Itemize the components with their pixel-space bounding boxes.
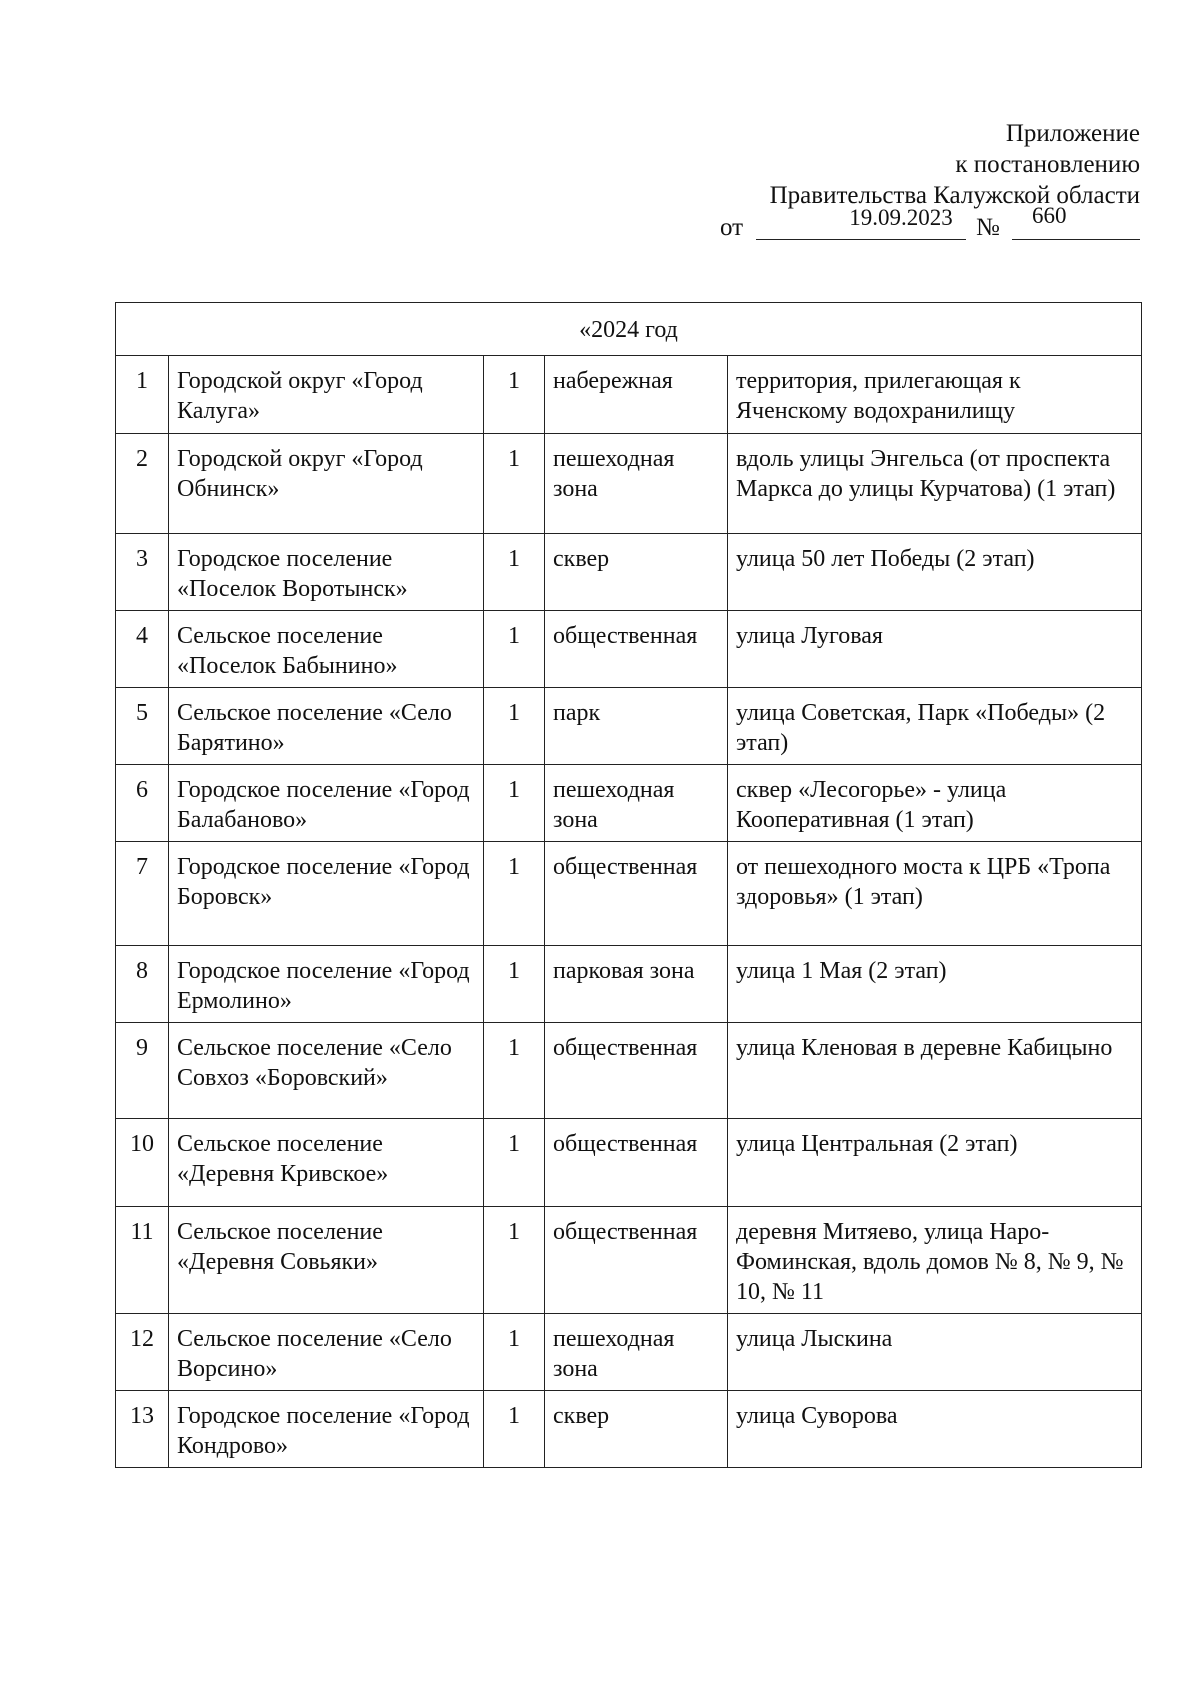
row-count: 1	[484, 842, 545, 946]
date-label: от	[720, 214, 744, 241]
row-address: улица Луговая	[728, 611, 1142, 688]
row-number: 4	[116, 611, 169, 688]
row-address: улица Центральная (2 этап)	[728, 1119, 1142, 1207]
territories-table	[115, 302, 1142, 1468]
row-count: 1	[484, 946, 545, 1023]
appendix-subtitle: к постановлению	[955, 151, 1140, 178]
row-territory-type: общественная	[545, 611, 728, 688]
row-municipality: Городской округ «Город Калуга»	[169, 356, 484, 434]
table-row	[116, 765, 1142, 842]
table-row	[116, 534, 1142, 611]
row-municipality: Городской округ «Город Обнинск»	[169, 434, 484, 534]
row-municipality: Городское поселение «Город Боровск»	[169, 842, 484, 946]
row-territory-type: набережная	[545, 356, 728, 434]
row-municipality: Сельское поселение «Деревня Кривское»	[169, 1119, 484, 1207]
row-number: 6	[116, 765, 169, 842]
row-number: 13	[116, 1391, 169, 1468]
table-row	[116, 1314, 1142, 1391]
row-number: 9	[116, 1023, 169, 1119]
row-address: улица 50 лет Победы (2 этап)	[728, 534, 1142, 611]
row-count: 1	[484, 1314, 545, 1391]
row-number: 11	[116, 1207, 169, 1314]
row-count: 1	[484, 765, 545, 842]
row-municipality: Городское поселение «Город Ермолино»	[169, 946, 484, 1023]
row-territory-type: сквер	[545, 1391, 728, 1468]
table-row	[116, 946, 1142, 1023]
row-count: 1	[484, 434, 545, 534]
row-number: 10	[116, 1119, 169, 1207]
row-address: территория, прилегающая к Яченскому водохранилищу	[728, 356, 1142, 434]
row-number: 3	[116, 534, 169, 611]
appendix-header	[620, 118, 1140, 211]
date-field	[756, 205, 966, 240]
year-heading: «2024 год	[116, 303, 1142, 356]
resolution-number: 660	[1032, 203, 1067, 228]
row-municipality: Сельское поселение «Село Совхоз «Боровский»	[169, 1023, 484, 1119]
table-row	[116, 1207, 1142, 1314]
year-heading-row	[116, 303, 1142, 356]
row-municipality: Сельское поселение «Поселок Бабынино»	[169, 611, 484, 688]
table-row	[116, 1023, 1142, 1119]
row-municipality: Городское поселение «Поселок Воротынск»	[169, 534, 484, 611]
number-label: №	[976, 214, 1000, 241]
row-address: сквер «Лесогорье» - улица Кооперативная (1 этап)	[728, 765, 1142, 842]
row-territory-type: пешеходная зона	[545, 765, 728, 842]
resolution-date-number	[720, 203, 1140, 244]
row-count: 1	[484, 534, 545, 611]
row-municipality: Городское поселение «Город Балабаново»	[169, 765, 484, 842]
row-address: деревня Митяево, улица Наро-Фоминская, вдоль домов № 8, № 9, № 10, № 11	[728, 1207, 1142, 1314]
table-row	[116, 356, 1142, 434]
row-address: улица Лыскина	[728, 1314, 1142, 1391]
row-count: 1	[484, 1023, 545, 1119]
row-count: 1	[484, 1119, 545, 1207]
row-territory-type: пешеходная зона	[545, 434, 728, 534]
row-territory-type: общественная	[545, 1023, 728, 1119]
appendix-issuer: Правительства Калужской области	[769, 182, 1140, 209]
row-count: 1	[484, 688, 545, 765]
row-count: 1	[484, 611, 545, 688]
row-address: улица Суворова	[728, 1391, 1142, 1468]
row-address: от пешеходного моста к ЦРБ «Тропа здоровья» (1 этап)	[728, 842, 1142, 946]
row-number: 7	[116, 842, 169, 946]
row-count: 1	[484, 356, 545, 434]
row-territory-type: общественная	[545, 1207, 728, 1314]
row-number: 5	[116, 688, 169, 765]
row-count: 1	[484, 1207, 545, 1314]
row-municipality: Сельское поселение «Село Ворсино»	[169, 1314, 484, 1391]
appendix-title: Приложение	[1005, 120, 1140, 147]
row-number: 2	[116, 434, 169, 534]
table-row	[116, 611, 1142, 688]
resolution-date: 19.09.2023	[849, 205, 953, 230]
row-number: 8	[116, 946, 169, 1023]
row-municipality: Городское поселение «Город Кондрово»	[169, 1391, 484, 1468]
row-number: 12	[116, 1314, 169, 1391]
table-row	[116, 434, 1142, 534]
table-row	[116, 688, 1142, 765]
row-territory-type: общественная	[545, 842, 728, 946]
row-address: улица Советская, Парк «Победы» (2 этап)	[728, 688, 1142, 765]
row-territory-type: парк	[545, 688, 728, 765]
row-address: улица 1 Мая (2 этап)	[728, 946, 1142, 1023]
row-municipality: Сельское поселение «Село Барятино»	[169, 688, 484, 765]
table-row	[116, 1119, 1142, 1207]
row-territory-type: общественная	[545, 1119, 728, 1207]
row-municipality: Сельское поселение «Деревня Совьяки»	[169, 1207, 484, 1314]
number-field	[1012, 203, 1140, 240]
table-row	[116, 842, 1142, 946]
row-territory-type: сквер	[545, 534, 728, 611]
row-territory-type: парковая зона	[545, 946, 728, 1023]
row-address: вдоль улицы Энгельса (от проспекта Маркса до улицы Курчатова) (1 этап)	[728, 434, 1142, 534]
row-number: 1	[116, 356, 169, 434]
table-row	[116, 1391, 1142, 1468]
row-address: улица Кленовая в деревне Кабицыно	[728, 1023, 1142, 1119]
row-count: 1	[484, 1391, 545, 1468]
row-territory-type: пешеходная зона	[545, 1314, 728, 1391]
